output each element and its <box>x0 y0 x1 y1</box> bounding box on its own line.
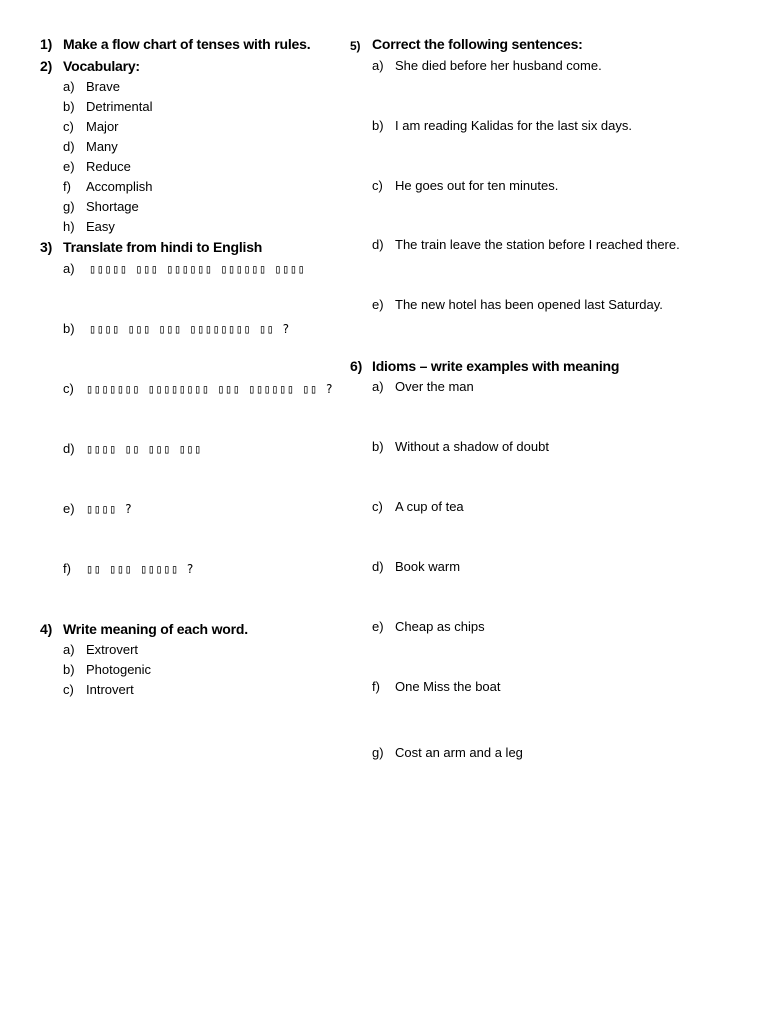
sentence: She died before her husband come. <box>395 58 602 73</box>
list-item-letter: b) <box>63 99 75 114</box>
list-item-letter: a) <box>372 58 384 73</box>
question-6 <box>350 357 730 375</box>
question-4-number: 4) <box>40 621 53 637</box>
hindi-sentence: ▯▯▯▯▯ ▯▯▯ ▯▯▯▯▯▯ ▯▯▯▯▯▯ ▯▯▯▯ <box>89 262 306 276</box>
list-item-letter: e) <box>63 159 75 174</box>
question-5-number: 5) <box>350 39 361 53</box>
list-item-letter: f) <box>63 561 71 576</box>
vocabulary-word: Brave <box>86 79 120 94</box>
list-item-letter: a) <box>63 79 75 94</box>
vocabulary-word: Major <box>86 119 119 134</box>
hindi-sentence: ▯▯▯▯ ? <box>86 502 133 516</box>
list-item-letter: f) <box>63 179 71 194</box>
vocabulary-word: Shortage <box>86 199 139 214</box>
idiom: Cost an arm and a leg <box>395 745 523 760</box>
idiom: Cheap as chips <box>395 619 485 634</box>
list-item-letter: g) <box>372 745 384 760</box>
question-6-text: Idioms – write examples with meaning <box>372 358 620 374</box>
question-3-text: Translate from hindi to English <box>63 239 263 255</box>
sentence: The new hotel has been opened last Saturday. <box>395 297 663 312</box>
idiom: Book warm <box>395 559 461 574</box>
vocabulary-word: Many <box>86 139 118 154</box>
list-item-letter: d) <box>372 559 384 574</box>
list-item-letter: b) <box>372 118 384 133</box>
vocabulary-word: Easy <box>86 219 115 234</box>
list-item-letter: d) <box>372 237 384 252</box>
question-5 <box>350 35 730 53</box>
hindi-sentence: ▯▯ ▯▯▯ ▯▯▯▯▯ ? <box>86 562 195 576</box>
hindi-sentence: ▯▯▯▯ ▯▯▯ ▯▯▯ ▯▯▯▯▯▯▯▯ ▯▯ ? <box>89 322 290 336</box>
list-item-letter: c) <box>372 499 383 514</box>
list-item-letter: d) <box>63 441 75 456</box>
sentence: He goes out for ten minutes. <box>395 178 559 193</box>
list-item-letter: e) <box>63 501 75 516</box>
list-item-letter: c) <box>63 682 74 697</box>
idiom: Without a shadow of doubt <box>395 439 549 454</box>
sentence: The train leave the station before I reached there. <box>395 237 680 252</box>
list-item-letter: h) <box>63 219 75 234</box>
hindi-sentence: ▯▯▯▯▯▯▯ ▯▯▯▯▯▯▯▯ ▯▯▯ ▯▯▯▯▯▯ ▯▯ ? <box>86 382 334 396</box>
question-2-text: Vocabulary: <box>63 58 140 74</box>
word: Introvert <box>86 682 134 697</box>
question-1-text: Make a flow chart of tenses with rules. <box>63 36 311 52</box>
vocabulary-word: Reduce <box>86 159 131 174</box>
question-5-text: Correct the following sentences: <box>372 36 583 52</box>
idiom: Over the man <box>395 379 474 394</box>
hindi-sentence: ▯▯▯▯ ▯▯ ▯▯▯ ▯▯▯ <box>86 442 202 456</box>
question-3-number: 3) <box>40 239 53 255</box>
list-item-letter: d) <box>63 139 75 154</box>
list-item-letter: g) <box>63 199 75 214</box>
list-item-letter: a) <box>63 642 75 657</box>
question-4 <box>40 620 340 638</box>
question-1 <box>40 35 340 53</box>
list-item-letter: b) <box>372 439 384 454</box>
list-item-letter: a) <box>63 261 75 276</box>
list-item-letter: c) <box>63 119 74 134</box>
vocabulary-word: Accomplish <box>86 179 153 194</box>
question-2 <box>40 57 340 75</box>
list-item-letter: b) <box>63 662 75 677</box>
word: Extrovert <box>86 642 139 657</box>
question-1-number: 1) <box>40 36 53 52</box>
list-item-letter: e) <box>372 297 384 312</box>
list-item-letter: c) <box>63 381 74 396</box>
list-item-letter: b) <box>63 321 75 336</box>
word: Photogenic <box>86 662 152 677</box>
list-item-letter: e) <box>372 619 384 634</box>
list-item-letter: c) <box>372 178 383 193</box>
question-6-number: 6) <box>350 358 363 374</box>
sentence: I am reading Kalidas for the last six days. <box>395 118 633 133</box>
list-item-letter: a) <box>372 379 384 394</box>
vocabulary-word: Detrimental <box>86 99 153 114</box>
idiom: A cup of tea <box>395 499 464 514</box>
question-2-number: 2) <box>40 58 53 74</box>
idiom: One Miss the boat <box>395 679 501 694</box>
question-3 <box>40 238 340 256</box>
question-4-text: Write meaning of each word. <box>63 621 248 637</box>
list-item-letter: f) <box>372 679 380 694</box>
